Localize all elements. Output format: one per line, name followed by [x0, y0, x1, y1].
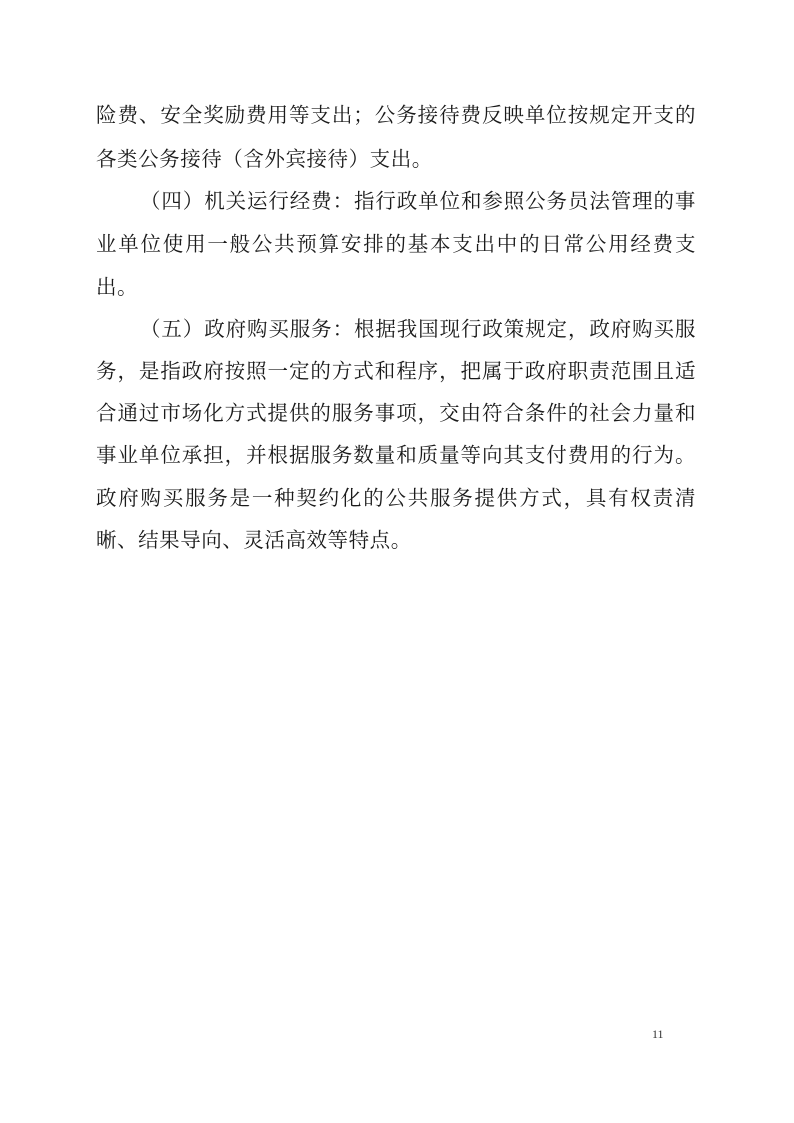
- paragraph-line: 险费、安全奖励费用等支出；公务接待费反映单位按规定开支的: [96, 103, 696, 127]
- paragraph-line: 各类公务接待（含外宾接待）支出。: [96, 147, 433, 171]
- page-number: 11: [652, 1027, 664, 1041]
- paragraph-line: 晰、结果导向、灵活高效等特点。: [96, 528, 412, 552]
- paragraph-line: （四）机关运行经费：指行政单位和参照公务员法管理的事: [140, 189, 696, 213]
- paragraph-line: 事业单位承担，并根据服务数量和质量等向其支付费用的行为。: [96, 443, 696, 467]
- paragraph-line: 出。: [96, 275, 139, 299]
- paragraph-line: 业单位使用一般公共预算安排的基本支出中的日常公用经费支: [96, 232, 696, 256]
- paragraph-line: （五）政府购买服务：根据我国现行政策规定，政府购买服: [140, 317, 696, 341]
- paragraph-line: 务，是指政府按照一定的方式和程序，把属于政府职责范围且适: [96, 359, 696, 383]
- paragraph-line: 合通过市场化方式提供的服务事项，交由符合条件的社会力量和: [96, 401, 696, 425]
- paragraph-line: 政府购买服务是一种契约化的公共服务提供方式，具有权责清: [96, 486, 696, 510]
